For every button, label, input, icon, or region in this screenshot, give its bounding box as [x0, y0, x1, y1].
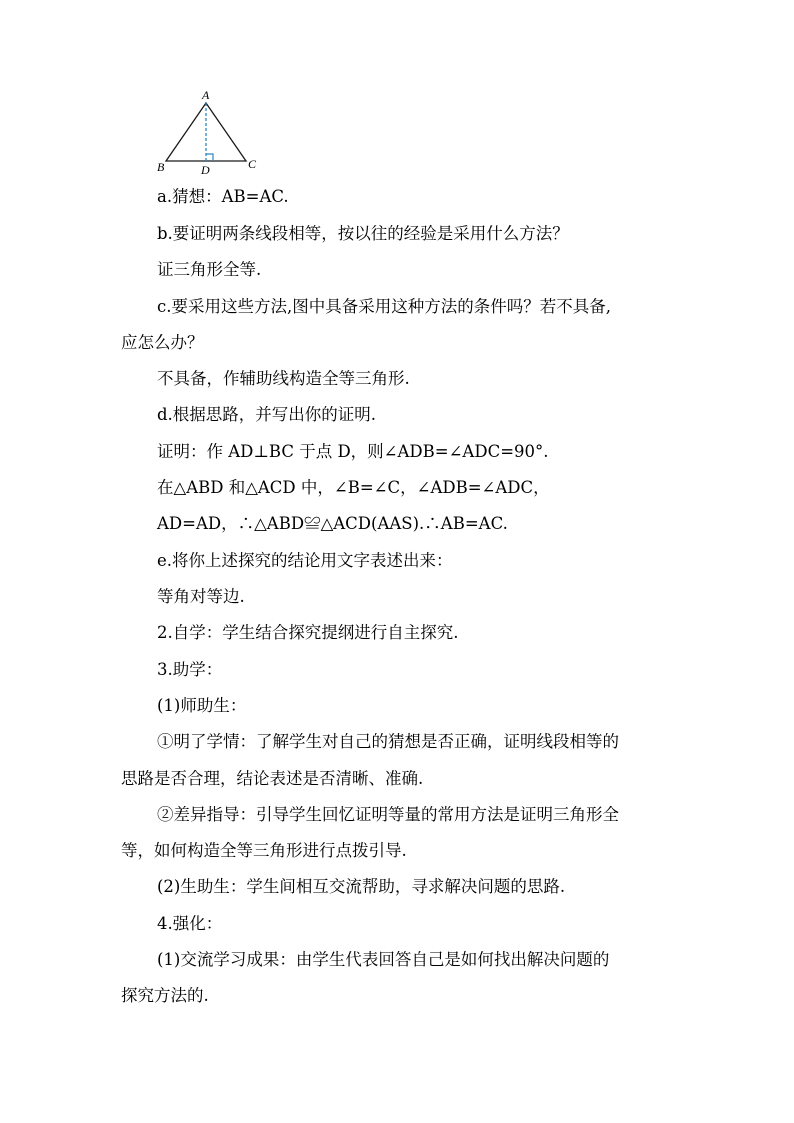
- question-b: b.要证明两条线段相等，按以往的经验是采用什么方法？: [157, 224, 569, 243]
- teacher-help-heading: (1)师助生：: [157, 696, 247, 715]
- reinforce-item-1-cont: 探究方法的.: [121, 986, 209, 1005]
- right-angle-mark: [206, 154, 213, 161]
- answer-b: 证三角形全等.: [157, 260, 262, 279]
- label-b: B: [157, 160, 165, 174]
- question-e: e.将你上述探究的结论用文字表述出来：: [157, 551, 453, 570]
- label-d: D: [201, 163, 210, 177]
- label-a: A: [202, 88, 210, 102]
- triangle-abc: [166, 103, 246, 161]
- teacher-help-item-1: ①明了学情：了解学生对自己的猜想是否正确，证明线段相等的: [157, 732, 619, 751]
- label-c: C: [248, 157, 257, 171]
- teacher-help-item-2: ②差异指导：引导学生回忆证明等量的常用方法是证明三角形全: [157, 805, 619, 824]
- reinforce-item-1: (1)交流学习成果：由学生代表回答自己是如何找出解决问题的: [157, 950, 610, 969]
- teacher-help-item-1-cont: 思路是否合理，结论表述是否清晰、准确.: [121, 769, 424, 788]
- triangle-figure: [150, 90, 260, 175]
- proof-line-1: 证明：作 AD⊥BC 于点 D，则∠ADB=∠ADC=90°.: [157, 442, 549, 461]
- step-4-reinforce: 4.强化：: [157, 914, 223, 933]
- teacher-help-item-2-cont: 等，如何构造全等三角形进行点拨引导.: [121, 841, 407, 860]
- step-3-assist: 3.助学：: [157, 660, 223, 679]
- proof-line-3: AD=AD，∴△ABD≌△ACD(AAS).∴AB=AC.: [157, 514, 508, 533]
- guess-line: a.猜想：AB=AC.: [157, 187, 289, 206]
- student-help: (2)生助生：学生间相互交流帮助，寻求解决问题的思路.: [157, 877, 566, 896]
- answer-e: 等角对等边.: [157, 587, 245, 606]
- answer-c: 不具备，作辅助线构造全等三角形.: [157, 369, 410, 388]
- step-2-self-study: 2.自学：学生结合探究提纲进行自主探究.: [157, 623, 459, 642]
- question-d: d.根据思路，并写出你的证明.: [157, 405, 377, 424]
- proof-line-2: 在△ABD 和△ACD 中，∠B=∠C，∠ADB=∠ADC，: [157, 478, 550, 497]
- question-c-cont: 应怎么办？: [121, 333, 204, 352]
- question-c: c.要采用这些方法,图中具备采用这种方法的条件吗？若不具备,: [157, 297, 611, 316]
